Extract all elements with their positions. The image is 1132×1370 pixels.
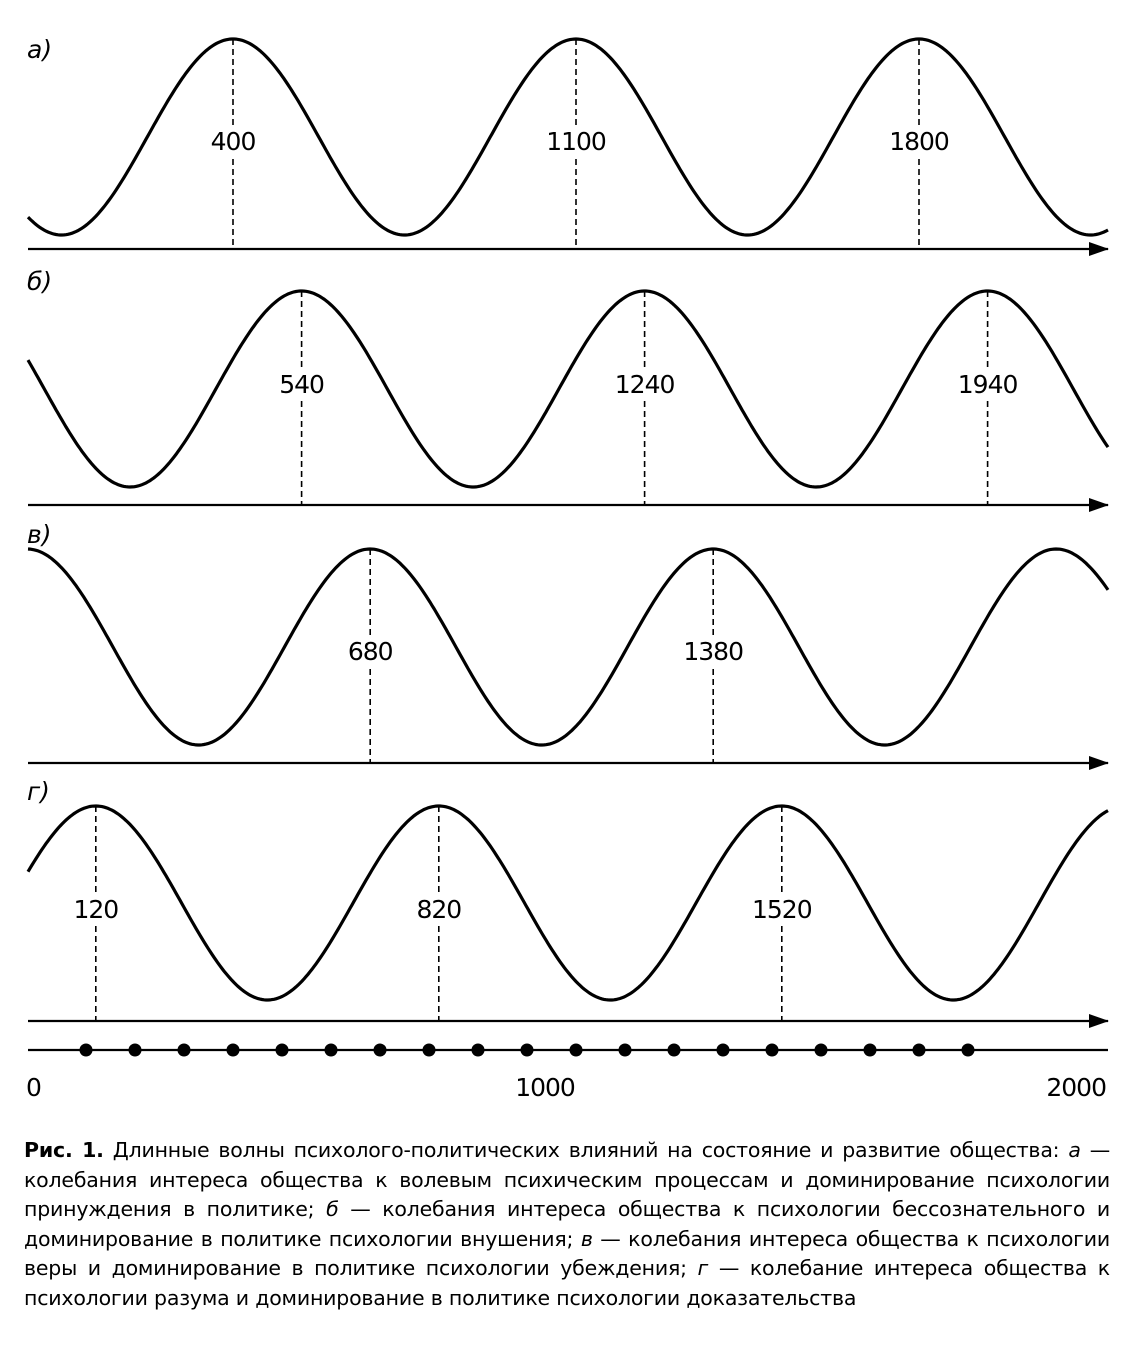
x-tick-label: 0	[26, 1073, 41, 1102]
peak-label: 540	[279, 370, 324, 399]
peak-label: 1100	[546, 127, 606, 156]
timeline-dot	[962, 1044, 975, 1057]
peak-label: 680	[347, 637, 393, 666]
peak-label: 820	[416, 895, 462, 924]
caption-intro: Длинные волны психолого-политических влияний на состояние и развитие общества:	[103, 1138, 1069, 1162]
caption-letter-g: г	[697, 1256, 709, 1280]
timeline-dot	[717, 1044, 730, 1057]
wave-panel	[27, 777, 1108, 1021]
timeline-dot	[374, 1044, 387, 1057]
peak-label: 1940	[957, 370, 1018, 399]
timeline-dot	[619, 1044, 632, 1057]
timeline-dot	[521, 1044, 534, 1057]
caption-title: Рис. 1.	[24, 1138, 104, 1162]
peak-label: 1800	[889, 127, 949, 156]
timeline-dot	[178, 1044, 191, 1057]
timeline-dot	[913, 1044, 926, 1057]
timeline-dot	[227, 1044, 240, 1057]
wave-panel	[27, 267, 1108, 505]
caption-text-a: — колебания интереса общества к волевым психическим процессам и доминирование психологии принуждения в политике;	[24, 1138, 1111, 1221]
peak-label: 1520	[751, 895, 812, 924]
caption-text-b: — колебания интереса общества к психологии бессознательного и доминирование в политике психологии внушения;	[24, 1197, 1110, 1251]
timeline-dot	[472, 1044, 485, 1057]
peak-label: 120	[73, 895, 119, 924]
peak-label: 400	[210, 127, 256, 156]
timeline-axis	[26, 1044, 1108, 1103]
timeline-dot	[80, 1044, 93, 1057]
timeline-dot	[423, 1044, 436, 1057]
timeline-dot	[129, 1044, 142, 1057]
peak-label: 1240	[614, 370, 675, 399]
panel-label: б)	[27, 267, 53, 296]
panel-label: а)	[27, 35, 53, 64]
timeline-dot	[668, 1044, 681, 1057]
timeline-dot	[325, 1044, 338, 1057]
caption-text-v: — колебания интереса общества к психологии веры и доминирование в политике психологии убеждения;	[24, 1226, 1111, 1280]
panel-label: в)	[27, 520, 52, 549]
caption-text-g: — колебание интереса общества к психологии разума и доминирование в политике психологии доказательства	[24, 1256, 1110, 1310]
timeline-dot	[570, 1044, 583, 1057]
timeline-dot	[815, 1044, 828, 1057]
figure-caption	[24, 1136, 1110, 1313]
wave-curve	[28, 549, 1108, 745]
x-tick-label: 1000	[515, 1073, 575, 1102]
caption-letter-b: б	[326, 1197, 339, 1221]
timeline-dot	[276, 1044, 289, 1057]
timeline-dot	[766, 1044, 779, 1057]
caption-letter-v: в	[580, 1226, 593, 1251]
wave-panel	[27, 520, 1108, 763]
wave-panel	[27, 35, 1108, 249]
wave-curve	[28, 806, 1108, 1000]
timeline-dot	[864, 1044, 877, 1057]
x-tick-label: 2000	[1046, 1073, 1106, 1102]
peak-label: 1380	[683, 637, 744, 666]
wave-curve	[28, 291, 1108, 487]
caption-letter-a: а	[1068, 1138, 1081, 1162]
panel-label: г)	[27, 777, 50, 806]
